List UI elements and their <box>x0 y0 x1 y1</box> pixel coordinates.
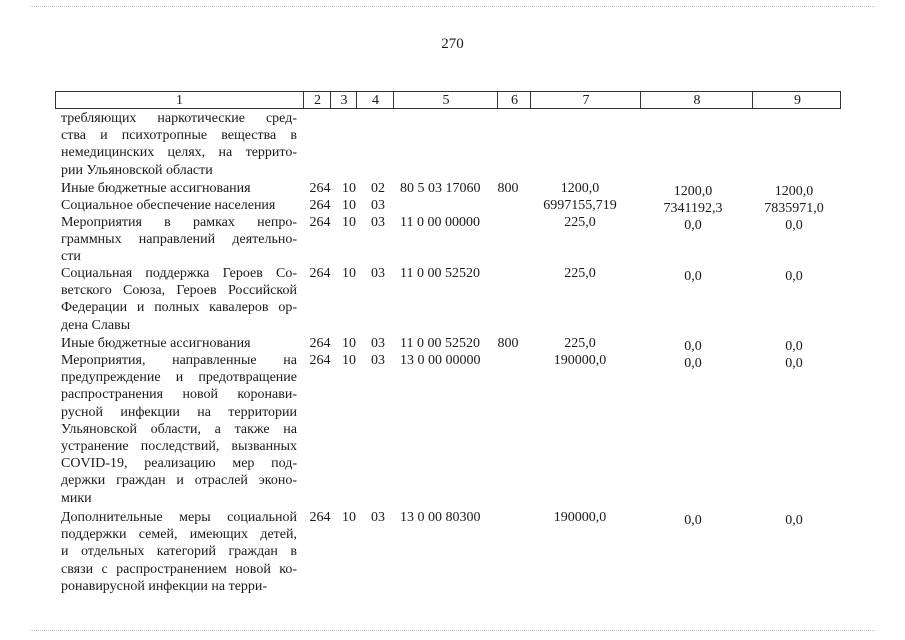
row-name-line: требляющих наркотические сред- <box>61 111 297 126</box>
row-c7-value: 6997155,719 <box>543 198 617 213</box>
row-c7-value: 1200,0 <box>560 181 600 196</box>
row-name-line: граммных направлений деятельно- <box>61 232 297 248</box>
row-c9-value: 1200,0 <box>774 184 814 199</box>
row-c2-value: 264 <box>309 353 331 368</box>
row-c3-value: 10 <box>342 336 356 351</box>
row-c7-value: 190000,0 <box>553 510 607 525</box>
row-c9-value: 0,0 <box>785 356 803 371</box>
row-name <box>61 180 297 197</box>
row-name-line: мики <box>61 490 92 506</box>
row-c5-value: 80 5 03 17060 <box>400 181 481 196</box>
header-col-2: 2 <box>303 92 331 108</box>
row-name-line: русной инфекции на территории <box>61 404 297 420</box>
header-col-9: 9 <box>752 92 842 108</box>
header-col-1: 1 <box>176 93 183 108</box>
row-c4-value: 02 <box>371 181 385 196</box>
row-name-line: распространения новой коронави- <box>61 387 297 403</box>
row-name-line: Ульяновской области, а также на <box>61 421 297 437</box>
row-c8-value: 0,0 <box>684 269 702 284</box>
row-name-line: ства и психотропные вещества в <box>61 128 297 144</box>
row-name <box>61 352 297 507</box>
row-name-line: устранение последствий, вызванных <box>61 439 297 455</box>
row-c8-value: 7341192,3 <box>663 201 723 216</box>
row-name-line: ветского Союза, Героев Российской <box>61 283 297 299</box>
row-name-line: Мероприятия в рамках непро- <box>61 215 297 230</box>
row-c5-value: 11 0 00 52520 <box>400 266 480 281</box>
row-c3-value: 10 <box>342 215 356 230</box>
row-c3-value: 10 <box>342 198 356 213</box>
row-name-line: поддержки семей, имеющих детей, <box>61 527 297 543</box>
row-name-line: Дополнительные меры социальной <box>61 510 297 525</box>
row-name <box>61 335 297 352</box>
row-name-line: COVID-19, реализацию мер под- <box>61 456 297 472</box>
row-c2-value: 264 <box>309 198 331 213</box>
row-c2-value: 264 <box>309 266 331 281</box>
header-col-3: 3 <box>330 92 357 108</box>
row-c9-value: 0,0 <box>785 339 803 354</box>
row-c4-value: 03 <box>371 266 385 281</box>
row-c5-value: 11 0 00 00000 <box>400 215 480 230</box>
row-c2-value: 264 <box>309 510 331 525</box>
row-name-line: Социальная поддержка Героев Со- <box>61 266 297 281</box>
row-name-line: Социальное обеспечение населения <box>61 198 276 213</box>
row-c9-value: 0,0 <box>785 218 803 233</box>
scan-edge-bottom <box>30 630 875 632</box>
row-name-line: сти <box>61 249 81 265</box>
scan-edge-top <box>30 6 875 8</box>
row-name-line: и отдельных категорий граждан в <box>61 544 297 560</box>
row-c5-value: 11 0 00 52520 <box>400 336 480 351</box>
row-c4-value: 03 <box>371 353 385 368</box>
row-c7-value: 190000,0 <box>553 353 607 368</box>
row-name-line: Мероприятия, направленные на <box>61 353 297 368</box>
row-c2-value: 264 <box>309 181 331 196</box>
row-name-line: держки граждан и отраслей эконо- <box>61 473 297 489</box>
row-name-line: Иные бюджетные ассигнования <box>61 336 251 351</box>
row-name-line: связи с распространением новой ко- <box>61 561 297 577</box>
row-c9-value: 7835971,0 <box>764 201 824 216</box>
row-c8-value: 0,0 <box>684 356 702 371</box>
row-c3-value: 10 <box>342 510 356 525</box>
row-c8-value: 1200,0 <box>673 184 713 199</box>
row-c5-value: 13 0 00 00000 <box>400 353 481 368</box>
row-c6-value: 800 <box>497 336 519 351</box>
row-c2-value: 264 <box>309 336 331 351</box>
row-c7-value: 225,0 <box>564 215 596 230</box>
row-name <box>61 197 297 214</box>
header-col-8: 8 <box>640 92 753 108</box>
row-c4-value: 03 <box>371 215 385 230</box>
row-c7-value: 225,0 <box>564 336 596 351</box>
row-name-line: дена Славы <box>61 317 131 333</box>
header-col-5: 5 <box>393 92 498 108</box>
header-col-4: 4 <box>356 92 394 108</box>
row-c9-value: 0,0 <box>785 513 803 528</box>
row-name-line: Иные бюджетные ассигнования <box>61 181 251 196</box>
row-c7-value: 225,0 <box>564 266 596 281</box>
row-name-line: рии Ульяновской области <box>61 162 213 178</box>
row-name <box>61 265 297 334</box>
row-name <box>61 509 297 595</box>
row-c6-value: 800 <box>497 181 519 196</box>
row-c4-value: 03 <box>371 336 385 351</box>
table-header-row <box>55 91 841 109</box>
row-name <box>61 214 297 266</box>
row-c5-value: 13 0 00 80300 <box>400 510 481 525</box>
row-c3-value: 10 <box>342 181 356 196</box>
header-col-6: 6 <box>497 92 531 108</box>
row-name-line: немедицинских целях, на террито- <box>61 145 297 161</box>
row-c3-value: 10 <box>342 266 356 281</box>
row-c2-value: 264 <box>309 215 331 230</box>
page-number: 270 <box>441 36 464 52</box>
row-c8-value: 0,0 <box>684 339 702 354</box>
row-c8-value: 0,0 <box>684 513 702 528</box>
row-name-line: ронавирусной инфекции на терри- <box>61 578 268 594</box>
row-c4-value: 03 <box>371 510 385 525</box>
row-c8-value: 0,0 <box>684 218 702 233</box>
header-col-7: 7 <box>530 92 641 108</box>
row-c4-value: 03 <box>371 198 385 213</box>
row-name-line: Федерации и полных кавалеров ор- <box>61 300 297 316</box>
row-name-line: предупреждение и предотвращение <box>61 370 297 386</box>
row-name <box>61 110 297 179</box>
row-c3-value: 10 <box>342 353 356 368</box>
row-c9-value: 0,0 <box>785 269 803 284</box>
